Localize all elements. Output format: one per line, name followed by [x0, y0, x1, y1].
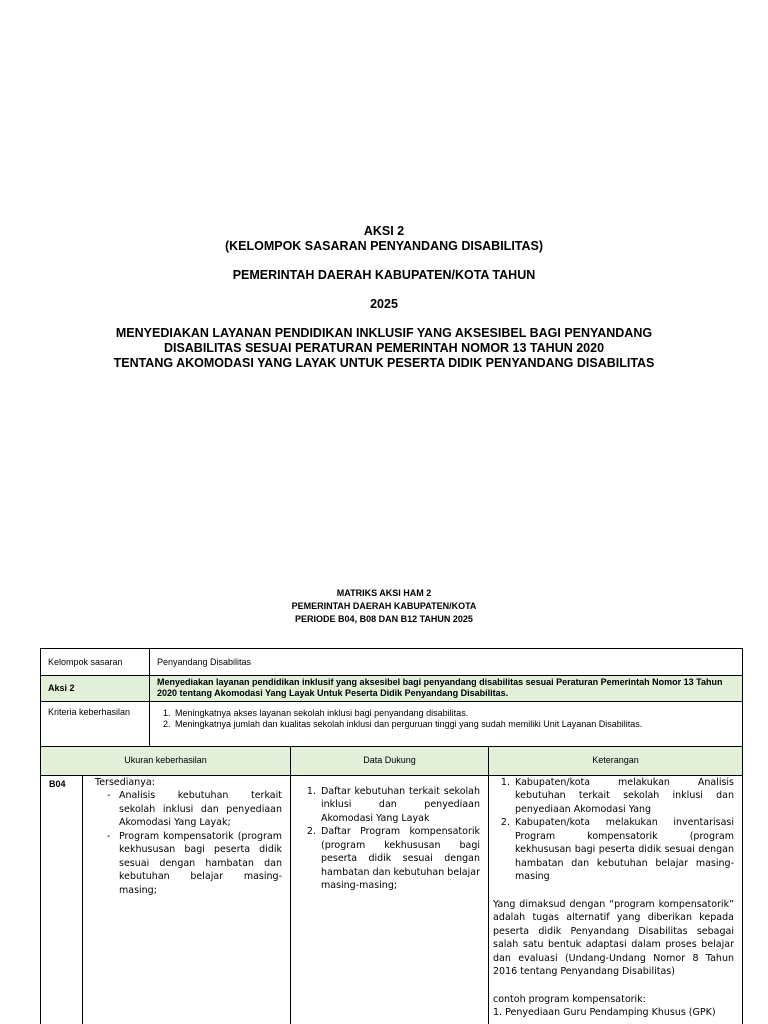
list-item: 1. Meningkatnya akses layanan sekolah inklusi bagi penyandang disabilitas.	[173, 708, 735, 719]
list-item: 2. Daftar Program kompensatorik (program kekhususan bagi peserta didik sesuai dengan hambatan dan kebutuhan belajar masing-masing;	[319, 825, 480, 893]
col-header-ukuran: Ukuran keberhasilan	[41, 747, 291, 776]
ukuran-cell	[83, 775, 291, 1024]
matrix-title-line-2: PEMERINTAH DAERAH KABUPATEN/KOTA	[291, 601, 477, 611]
keterangan-list	[513, 776, 734, 884]
header-line-title-3: TENTANG AKOMODASI YANG LAYAK UNTUK PESERTA DIDIK PENYANDANG DISABILITAS	[113, 356, 655, 370]
detail-table	[40, 746, 743, 1024]
header-line-title-2: DISABILITAS SESUAI PERATURAN PEMERINTAH NOMOR 13 TAHUN 2020	[163, 341, 605, 355]
header-line-kelompok: (KELOMPOK SASARAN PENYANDANG DISABILITAS)	[224, 239, 544, 253]
aksi-value: Menyediakan layanan pendidikan inklusif yang aksesibel bagi penyandang disabilitas sesuai Peraturan Pemerintah Nomor 13 Tahun 2020 tentang Akomodasi Yang Layak Untuk Peserta Didik Penyandang Disabilitas.	[150, 676, 743, 702]
matrix-title	[0, 587, 768, 626]
header-line-aksi: AKSI 2	[363, 224, 405, 238]
data-dukung-cell	[291, 775, 489, 1024]
keterangan-contoh: contoh program kompensatorik:	[493, 993, 646, 1005]
keterangan-paragraph: Yang dimaksud dengan “program kompensatorik” adalah tugas alternatif yang diberikan kepada peserta didik Penyandang Disabilitas sebagai salah satu bentuk adaptasi dalam proses belajar dan evaluasi (Undang-Undang Nomor 8 Tahun 2016 tentang Penyandang Disabilitas)	[493, 898, 734, 977]
list-item: 2. Meningkatnya jumlah dan kualitas sekolah inklusi dan perguruan tinggi yang sudah memiliki Unit Layanan Disabilitas.	[173, 719, 735, 730]
header-line-title-1: MENYEDIAKAN LAYANAN PENDIDIKAN INKLUSIF YANG AKSESIBEL BAGI PENYANDANG	[115, 326, 653, 340]
table-row	[41, 775, 743, 1024]
aksi-label: Aksi 2	[41, 676, 150, 702]
list-item: 1. Kabupaten/kota melakukan Analisis kebutuhan terkait sekolah inklusi dan penyediaan Akomodasi Yang	[513, 776, 734, 817]
header-line-pemerintah: PEMERINTAH DAERAH KABUPATEN/KOTA TAHUN	[232, 268, 536, 282]
list-item: 2. Kabupaten/kota melakukan inventarisasi Program kompensatorik (program kekhususan bagi peserta didik sesuai dengan hambatan dan kebutuhan belajar masing-masing	[513, 816, 734, 884]
kelompok-value: Penyandang Disabilitas	[150, 649, 743, 676]
summary-table	[40, 648, 743, 748]
keterangan-contoh-1: 1. Penyediaan Guru Pendamping Khusus (GPK)	[493, 1007, 716, 1018]
matrix-title-line-1: MATRIKS AKSI HAM 2	[336, 588, 432, 598]
kriteria-list	[173, 708, 735, 730]
list-item: - Program kompensatorik (program kekhususan bagi peserta didik sesuai dengan hambatan dan kebutuhan belajar masing-masing;	[107, 830, 282, 898]
document-header	[0, 224, 768, 371]
header-line-year: 2025	[370, 297, 398, 311]
ukuran-list	[107, 789, 282, 897]
table-row	[41, 649, 743, 676]
table-row	[41, 676, 743, 702]
list-item: - Analisis kebutuhan terkait sekolah inklusi dan penyediaan Akomodasi Yang Layak;	[107, 789, 282, 830]
table-row	[41, 702, 743, 748]
kriteria-label: Kriteria keberhasilan	[41, 702, 150, 748]
keterangan-cell	[489, 775, 743, 1024]
data-dukung-list	[319, 785, 480, 893]
col-header-keterangan: Keterangan	[489, 747, 743, 776]
list-item: 1. Daftar kebutuhan terkait sekolah inklusi dan penyediaan Akomodasi Yang Layak	[319, 785, 480, 826]
kelompok-label: Kelompok sasaran	[41, 649, 150, 676]
kriteria-value	[150, 702, 743, 748]
matrix-title-line-3: PERIODE B04, B08 DAN B12 TAHUN 2025	[295, 614, 473, 624]
ukuran-intro: Tersedianya:	[95, 776, 155, 788]
col-header-data: Data Dukung	[291, 747, 489, 776]
row-code: B04	[41, 775, 83, 1024]
table-header-row	[41, 747, 743, 776]
